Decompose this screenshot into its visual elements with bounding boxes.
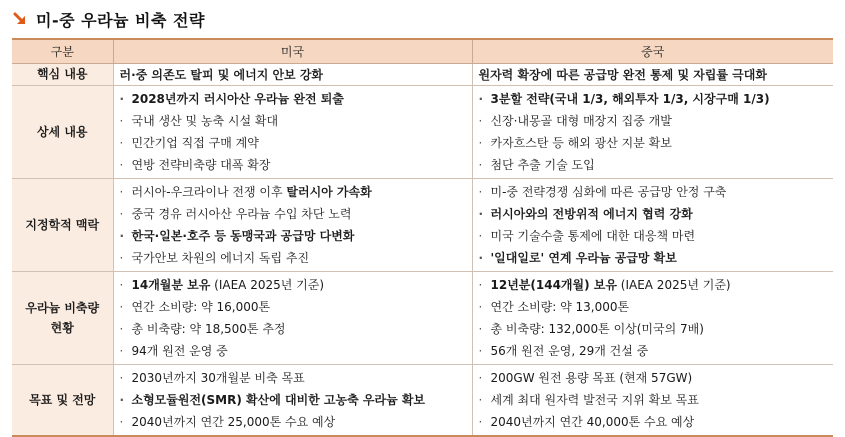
row-label-core: 핵심 내용 — [12, 63, 113, 85]
list-item: · 카자흐스탄 등 해외 광산 지분 확보 — [478, 135, 672, 150]
cell-china-goal — [472, 364, 833, 436]
list-item: · 첨단 추출 기술 도입 — [478, 157, 595, 172]
row-label-geo: 지정학적 맥락 — [12, 178, 113, 271]
table-row — [12, 63, 833, 85]
list-item: · 러시아와의 전방위적 에너지 협력 강화 — [478, 206, 693, 221]
header-category: 구분 — [12, 39, 113, 63]
list-item: · 94개 원전 운영 중 — [119, 343, 228, 358]
list-item: · 2030년까지 30개월분 비축 목표 — [119, 370, 305, 385]
cell-usa-detail — [113, 85, 472, 178]
list-item: · 국가안보 차원의 에너지 독립 추진 — [119, 250, 310, 265]
row-label-stock: 우라늄 비축량 현황 — [12, 271, 113, 364]
list-item: · 56개 원전 운영, 29개 건설 중 — [478, 343, 649, 358]
cell-usa-stock — [113, 271, 472, 364]
page-title: 미-중 우라늄 비축 전략 — [36, 10, 205, 30]
table-row — [12, 178, 833, 271]
list-item: · 세계 최대 원자력 발전국 지위 확보 목표 — [478, 392, 699, 407]
list-item: · 한국·일본·호주 등 동맹국과 공급망 다변화 — [119, 228, 355, 243]
table-row — [12, 271, 833, 364]
list-item: · 총 비축량: 132,000톤 이상(미국의 7배) — [478, 321, 704, 336]
list-item: · 연방 전략비축량 대폭 확장 — [119, 157, 271, 172]
row-label-goal: 목표 및 전망 — [12, 364, 113, 436]
arrow-down-right-icon — [12, 11, 28, 27]
table-header-row — [12, 39, 833, 63]
list-item: · 12년분(144개월) 보유 (IAEA 2025년 기준) — [478, 277, 731, 292]
list-item: · 총 비축량: 약 18,500톤 추정 — [119, 321, 286, 336]
list-item: · 미국 기술수출 통제에 대한 대응책 마련 — [478, 228, 696, 243]
cell-china-detail — [472, 85, 833, 178]
cell-usa-core: 러·중 의존도 탈피 및 에너지 안보 강화 — [113, 63, 472, 85]
cell-usa-geo — [113, 178, 472, 271]
list-item: · 미-중 전략경쟁 심화에 따른 공급망 안정 구축 — [478, 184, 727, 199]
list-item: · 연간 소비량: 약 13,000톤 — [478, 299, 630, 314]
header-usa: 미국 — [113, 39, 472, 63]
list-item: · '일대일로' 연계 우라늄 공급망 확보 — [478, 250, 677, 265]
cell-usa-goal — [113, 364, 472, 436]
cell-china-geo — [472, 178, 833, 271]
comparison-table — [12, 38, 833, 437]
list-item: · 3분할 전략(국내 1/3, 해외투자 1/3, 시장구매 1/3) — [478, 91, 770, 106]
table-row — [12, 85, 833, 178]
header-china: 중국 — [472, 39, 833, 63]
list-item: · 연간 소비량: 약 16,000톤 — [119, 299, 271, 314]
list-item: · 200GW 원전 용량 목표 (현재 57GW) — [478, 370, 693, 385]
list-item: · 민간기업 직접 구매 계약 — [119, 135, 259, 150]
list-item: · 2040년까지 연간 25,000톤 수요 예상 — [119, 414, 336, 429]
list-item: · 14개월분 보유 (IAEA 2025년 기준) — [119, 277, 325, 292]
list-item: · 러시아-우크라이나 전쟁 이후 탈러시아 가속화 — [119, 184, 372, 199]
title-bar — [12, 6, 205, 32]
cell-china-core: 원자력 확장에 따른 공급망 완전 통제 및 자립률 극대화 — [472, 63, 833, 85]
cell-china-stock — [472, 271, 833, 364]
list-item: · 중국 경유 러시아산 우라늄 수입 차단 노력 — [119, 206, 352, 221]
row-label-detail: 상세 내용 — [12, 85, 113, 178]
list-item: · 소형모듈원전(SMR) 확산에 대비한 고농축 우라늄 확보 — [119, 392, 426, 407]
list-item: · 신장·내몽골 대형 매장지 집중 개발 — [478, 113, 672, 128]
list-item: · 2040년까지 연간 40,000톤 수요 예상 — [478, 414, 695, 429]
table-row — [12, 364, 833, 436]
list-item: · 2028년까지 러시아산 우라늄 완전 퇴출 — [119, 91, 344, 106]
list-item: · 국내 생산 및 농축 시설 확대 — [119, 113, 279, 128]
